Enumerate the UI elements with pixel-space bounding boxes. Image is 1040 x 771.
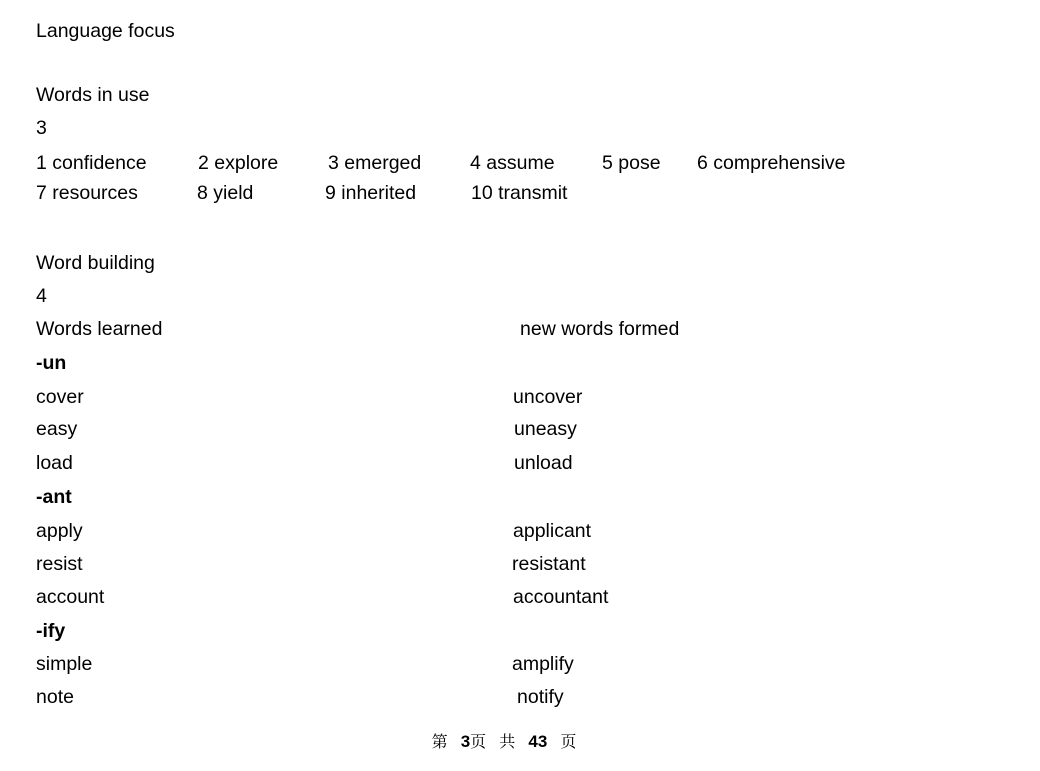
word-building-exercise-number: 4 — [36, 285, 47, 307]
word-learned: account — [36, 586, 105, 608]
words-learned-header: Words learned — [36, 318, 163, 340]
word-formed: unload — [514, 452, 573, 474]
word-learned: load — [36, 452, 73, 474]
answer-item: 6 comprehensive — [697, 152, 846, 174]
word-building-heading: Word building — [36, 252, 155, 274]
word-formed: accountant — [513, 586, 609, 608]
current-page-number: 3 — [460, 732, 471, 751]
word-formed: resistant — [512, 553, 586, 575]
word-learned: cover — [36, 386, 84, 408]
footer-page-word-2: 页 — [560, 732, 577, 751]
answer-item: 9 inherited — [325, 182, 417, 204]
word-learned: easy — [36, 418, 78, 440]
answer-item: 2 explore — [198, 152, 279, 174]
word-formed: uneasy — [514, 418, 577, 440]
word-formed: applicant — [513, 520, 592, 542]
footer-total-word: 共 — [499, 732, 516, 751]
suffix-label: -ant — [36, 486, 72, 508]
answer-item: 3 emerged — [328, 152, 422, 174]
words-in-use-heading: Words in use — [36, 84, 150, 106]
new-words-formed-header: new words formed — [520, 318, 680, 340]
word-learned: simple — [36, 653, 93, 675]
suffix-label: -un — [36, 352, 67, 374]
word-learned: note — [36, 686, 74, 708]
answer-item: 7 resources — [36, 182, 138, 204]
suffix-label: -ify — [36, 620, 66, 642]
footer-prefix: 第 — [431, 732, 448, 751]
total-pages-number: 43 — [528, 732, 548, 751]
answer-item: 1 confidence — [36, 152, 147, 174]
answer-item: 8 yield — [197, 182, 254, 204]
answer-item: 10 transmit — [471, 182, 568, 204]
word-formed: notify — [517, 686, 564, 708]
answer-item: 4 assume — [470, 152, 555, 174]
word-learned: resist — [36, 553, 83, 575]
words-in-use-exercise-number: 3 — [36, 117, 47, 139]
word-formed: uncover — [513, 386, 583, 408]
answer-item: 5 pose — [602, 152, 661, 174]
footer-page-word: 页 — [470, 732, 487, 751]
word-formed: amplify — [512, 653, 574, 675]
page-footer — [0, 732, 1008, 752]
word-learned: apply — [36, 520, 83, 542]
section-title: Language focus — [36, 20, 175, 42]
